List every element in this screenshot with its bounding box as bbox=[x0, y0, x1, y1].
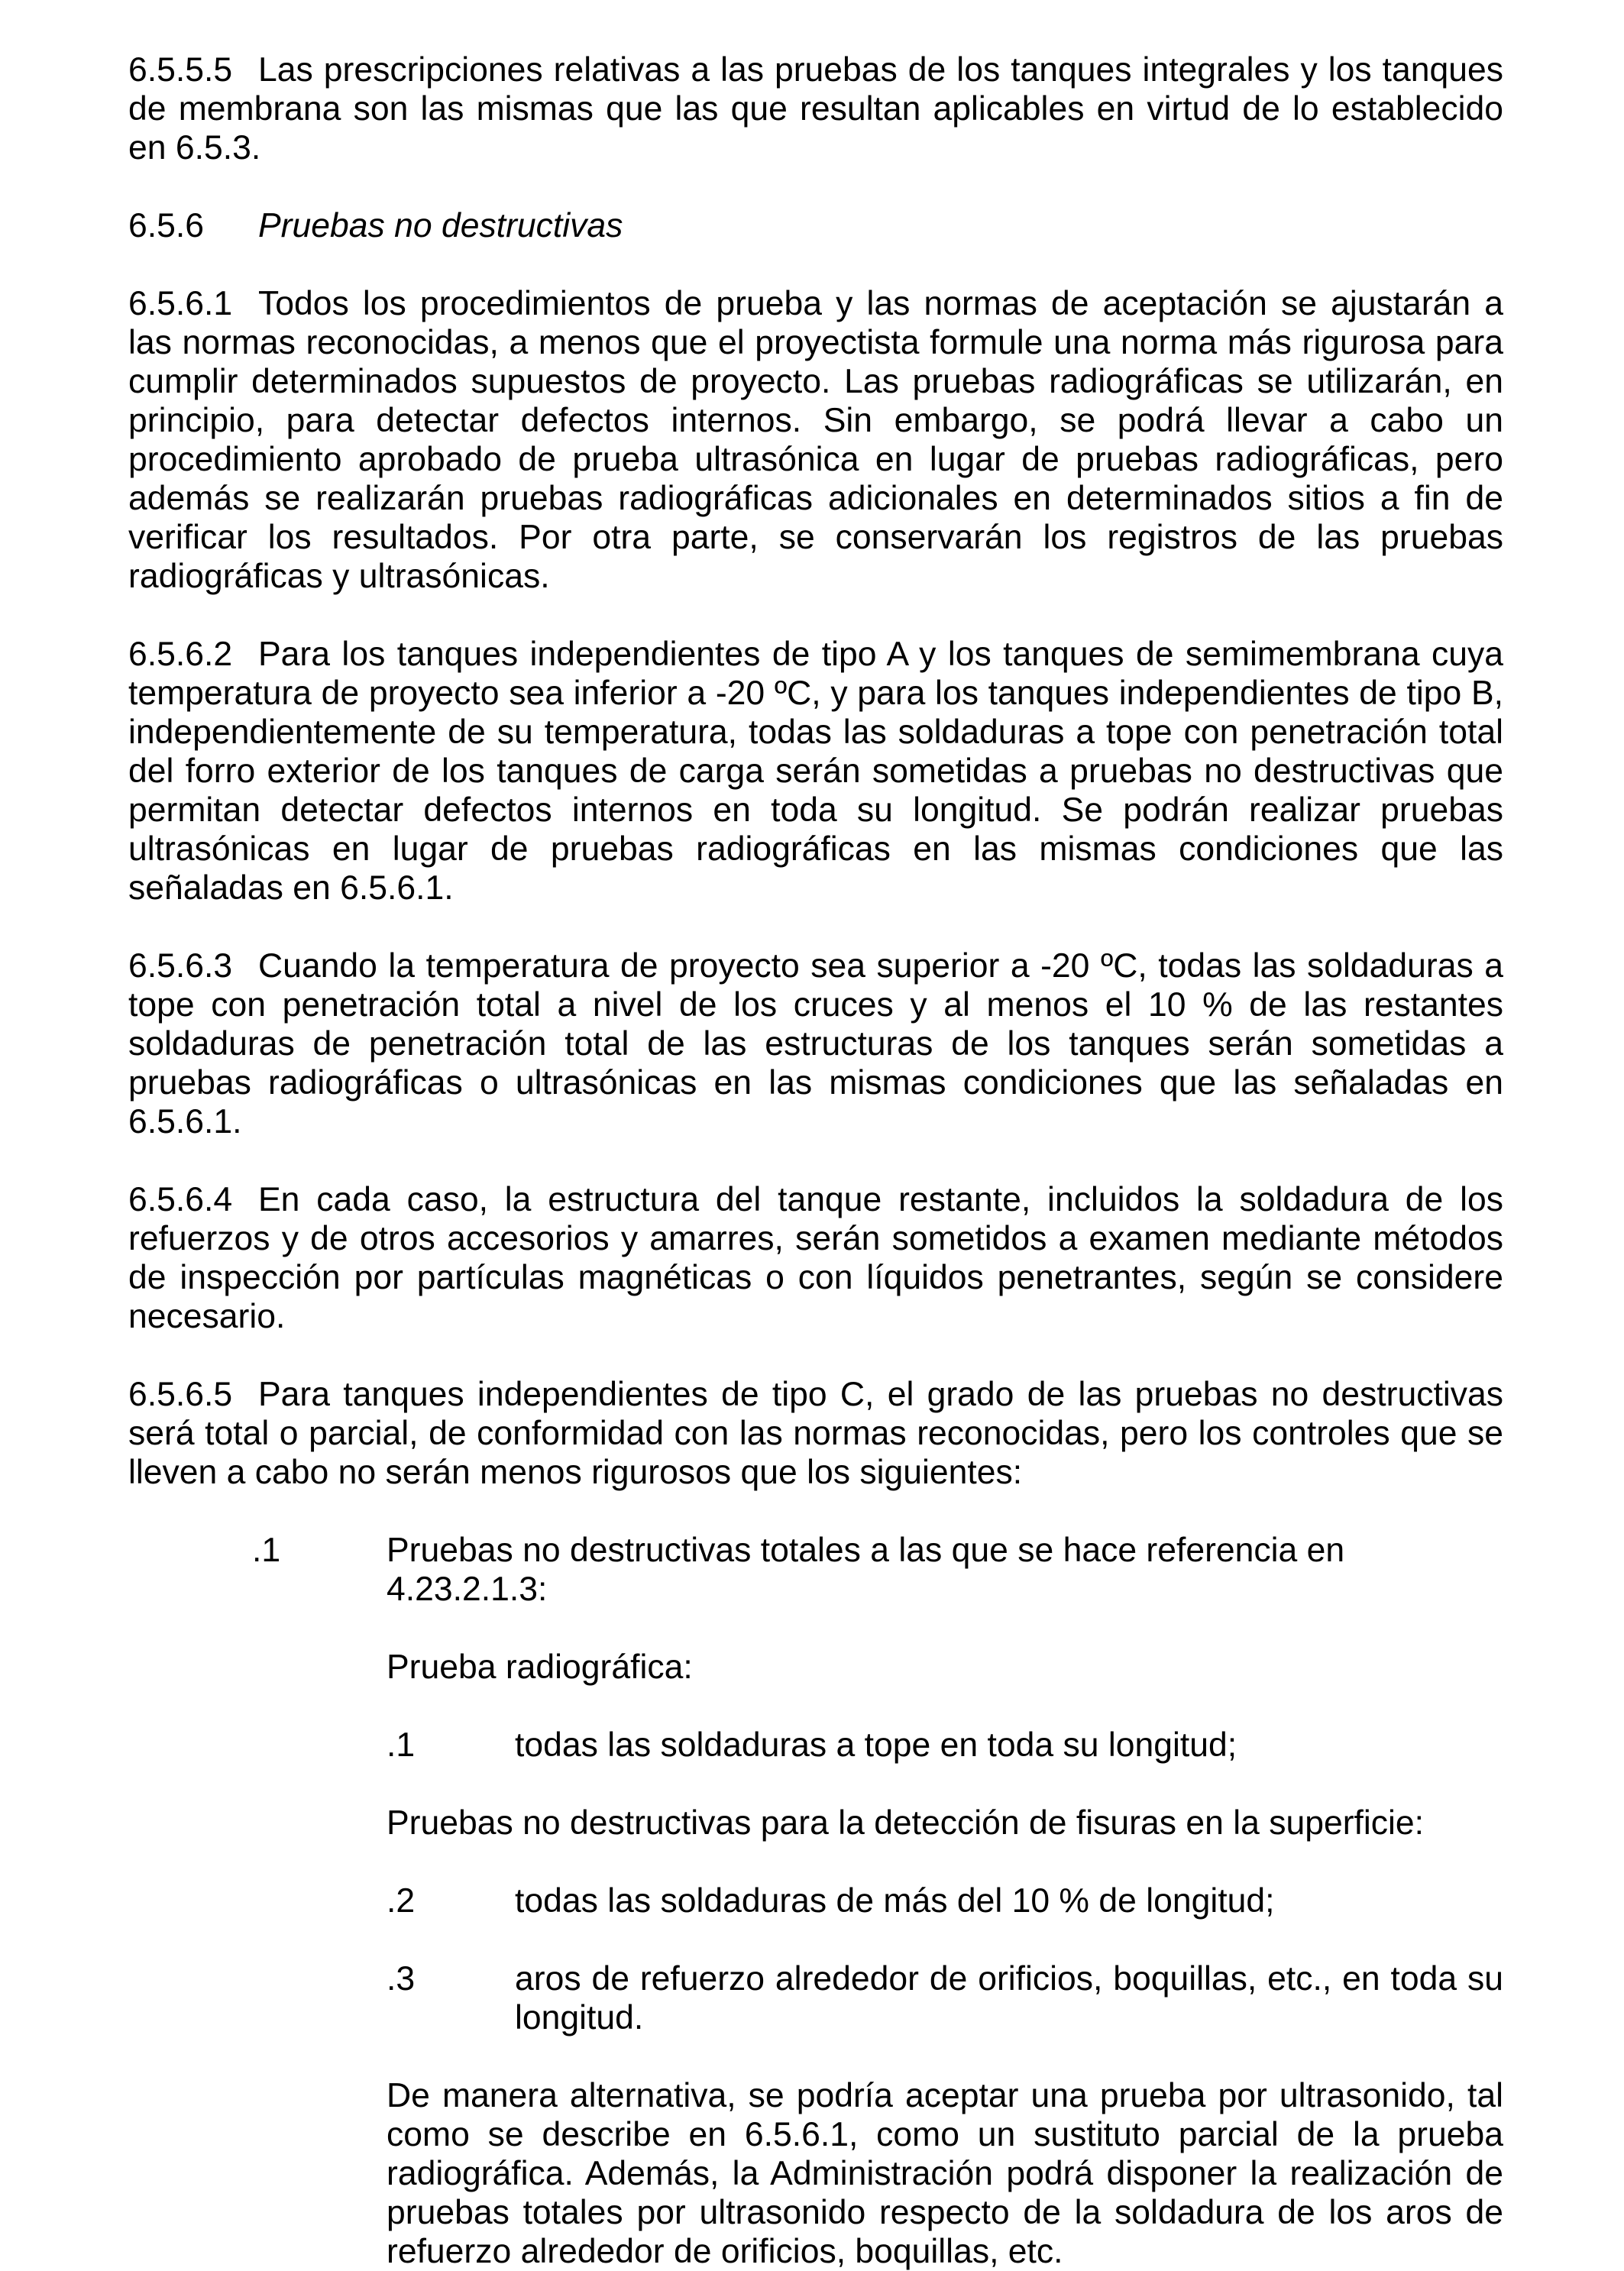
paragraph-text: Para tanques independientes de tipo C, el grado de las pruebas no destructivas será total o parcial, de conformidad con las normas reconocidas, pero los controles que se lleven a cabo no serán menos rigurosos que los siguientes: bbox=[128, 1376, 1503, 1491]
paragraph-6-5-6-3 bbox=[128, 946, 1503, 1141]
section-number: 6.5.6 bbox=[128, 207, 204, 244]
paragraph-number: 6.5.6.4 bbox=[128, 1181, 233, 1218]
paragraph-6-5-6-5 bbox=[128, 1375, 1503, 1492]
paragraph-text: Para los tanques independientes de tipo A y los tanques de semimembrana cuya temperatura de proyecto sea inferior a -20 ºC, y para los tanques independientes de tipo B, independientemente de su temperatura, todas las soldaduras a tope con penetración total del forro exterior de los tanques de carga serán sometidas a pruebas no destructivas que permitan detectar defectos internos en toda su longitud. Se podrán realizar pruebas ultrasónicas en lugar de pruebas radiográficas en las mismas condiciones que las señaladas en 6.5.6.1. bbox=[128, 636, 1503, 907]
paragraph-6-5-6-1 bbox=[128, 284, 1503, 596]
paragraph-6-5-6-4 bbox=[128, 1180, 1503, 1336]
paragraph-text: Todos los procedimientos de prueba y las normas de aceptación se ajustarán a las normas reconocidas, a menos que el proyectista formule una norma más rigurosa para cumplir determinados supuestos de proyecto. Las pruebas radiográficas se utilizarán, en principio, para detectar defectos internos. Sin embargo, se podrá llevar a cabo un procedimiento aprobado de prueba ultrasónica en lugar de pruebas radiográficas, pero además se realizarán pruebas radiográficas adicionales en determinados sitios a fin de verificar los resultados. Por otra parte, se conservarán los registros de las pruebas radiográficas y ultrasónicas. bbox=[128, 285, 1503, 595]
sub-item-2 bbox=[128, 1881, 1503, 1920]
sub-item-1 bbox=[128, 1726, 1503, 1765]
document-page bbox=[128, 50, 1503, 2271]
paragraph-text: En cada caso, la estructura del tanque restante, incluidos la soldadura de los refuerzos y de otros accesorios y amarres, serán sometidos a examen mediante métodos de inspección por partículas magnéticas o con líquidos penetrantes, según se considere necesario. bbox=[128, 1181, 1503, 1335]
sub-item-number: .1 bbox=[387, 1726, 416, 1764]
paragraph-number: 6.5.5.5 bbox=[128, 51, 233, 89]
sub-item-3 bbox=[128, 1959, 1503, 2037]
section-heading-6-5-6 bbox=[128, 206, 1503, 245]
sub-item-text: todas las soldaduras a tope en toda su longitud; bbox=[515, 1726, 1237, 1764]
paragraph-number: 6.5.6.1 bbox=[128, 285, 233, 322]
paragraph-text: Cuando la temperatura de proyecto sea superior a -20 ºC, todas las soldaduras a tope con penetración total a nivel de los cruces y al menos el 10 % de las restantes soldaduras de penetración total de las estructuras de los tanques serán sometidas a pruebas radiográficas o ultrasónicas en las mismas condiciones que las señaladas en 6.5.6.1. bbox=[128, 947, 1503, 1140]
radiography-label: Prueba radiográfica: bbox=[387, 1648, 693, 1686]
paragraph-text: Las prescripciones relativas a las pruebas de los tanques integrales y los tanques de membrana son las mismas que las que resultan aplicables en virtud de lo establecido en 6.5.3. bbox=[128, 51, 1503, 167]
sub-item-number: .2 bbox=[387, 1882, 416, 1920]
sub-item-text: todas las soldaduras de más del 10 % de longitud; bbox=[515, 1882, 1275, 1920]
surface-testing-label: Pruebas no destructivas para la detección de fisuras en la superficie: bbox=[387, 1804, 1425, 1842]
paragraph-number: 6.5.6.5 bbox=[128, 1376, 233, 1413]
sub-item-number: .3 bbox=[387, 1960, 416, 1998]
list-item-1 bbox=[128, 1531, 1503, 1609]
paragraph-number: 6.5.6.2 bbox=[128, 636, 233, 673]
paragraph-6-5-5-5 bbox=[128, 50, 1503, 167]
list-item-number: .1 bbox=[252, 1532, 281, 1569]
list-item-text: Pruebas no destructivas totales a las que se hace referencia en 4.23.2.1.3: bbox=[387, 1532, 1345, 1608]
paragraph-number: 6.5.6.3 bbox=[128, 947, 233, 985]
section-title: Pruebas no destructivas bbox=[258, 207, 623, 244]
alternative-paragraph: De manera alternativa, se podría aceptar una prueba por ultrasonido, tal como se describe en 6.5.6.1, como un sustituto parcial de la prueba radiográfica. Además, la Administración podrá disponer la realización de pruebas totales por ultrasonido respecto de la soldadura de los aros de refuerzo alrededor de orificios, boquillas, etc. bbox=[387, 2077, 1503, 2270]
sub-item-text: aros de refuerzo alrededor de orificios, boquillas, etc., en toda su longitud. bbox=[515, 1960, 1503, 2036]
paragraph-6-5-6-2 bbox=[128, 635, 1503, 907]
